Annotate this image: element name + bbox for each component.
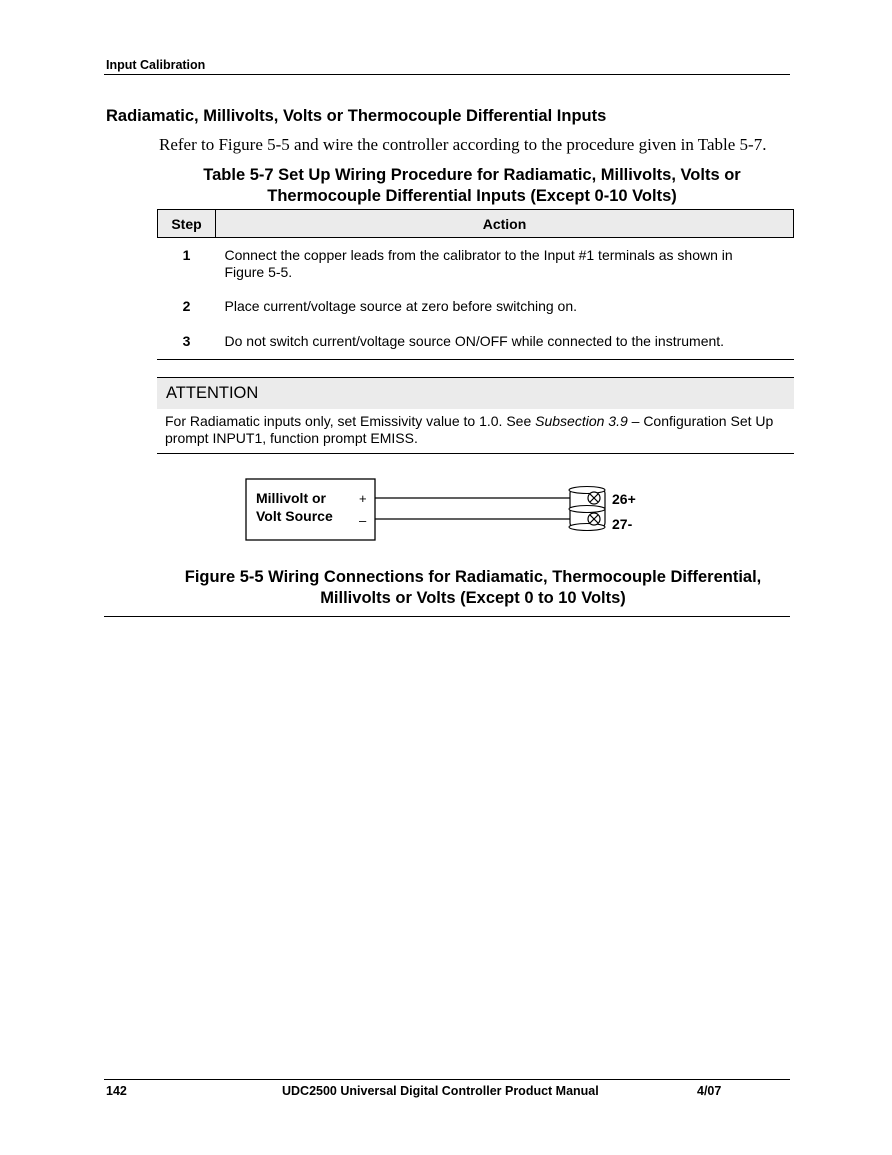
running-header: Input Calibration [106, 58, 206, 72]
source-label-line1: Millivolt or [256, 490, 326, 506]
wiring-diagram [235, 470, 655, 550]
step-number: 2 [182, 298, 191, 314]
table-title-line1: Table 5-7 Set Up Wiring Procedure for Radiamatic, Millivolts, Volts or [203, 166, 741, 184]
table-row [158, 238, 794, 290]
terminal-label-26: 26+ [612, 491, 636, 507]
source-label-line2: Volt Source [256, 508, 333, 524]
table-header-row [158, 210, 794, 238]
table-title-line2: Thermocouple Differential Inputs (Except 0-10 Volts) [267, 187, 677, 205]
step-number: 3 [182, 333, 191, 349]
step-number: 1 [182, 247, 191, 263]
figure-caption-line1: Figure 5-5 Wiring Connections for Radiamatic, Thermocouple Differential, [184, 568, 762, 586]
terminal-block [569, 487, 605, 531]
figure-caption-line2: Millivolts or Volts (Except 0 to 10 Volts) [320, 589, 626, 607]
footer-rule [104, 1079, 790, 1080]
page-number: 142 [106, 1084, 127, 1098]
attention-text-end: – Configuration Set Up prompt INPUT1, function prompt EMISS. [165, 413, 774, 446]
table-row [158, 324, 794, 357]
plus-sign: + [359, 491, 367, 506]
header-rule [104, 74, 790, 75]
column-header-action: Action [216, 210, 794, 238]
attention-text-start: For Radiamatic inputs only, set Emissivity value to 1.0. See [165, 413, 536, 429]
attention-heading: ATTENTION [157, 378, 794, 409]
terminal-label-27: 27- [612, 516, 633, 532]
step-action: Do not switch current/voltage source ON/OFF while connected to the instrument. [224, 333, 725, 349]
table-row [158, 289, 794, 324]
intro-paragraph: Refer to Figure 5-5 and wire the controller according to the procedure given in Table 5-7. [159, 135, 767, 154]
step-action: Place current/voltage source at zero before switching on. [224, 298, 578, 314]
minus-sign: – [359, 513, 367, 528]
table-title [158, 165, 786, 207]
step-action: Connect the copper leads from the calibrator to the Input #1 terminals as shown in Figure 5-5. [224, 247, 733, 280]
attention-text [157, 409, 794, 453]
procedure-table [157, 209, 794, 357]
figure-rule [104, 616, 790, 617]
attention-subsection-ref: Subsection 3.9 [535, 413, 628, 429]
section-heading: Radiamatic, Millivolts, Volts or Thermocouple Differential Inputs [106, 107, 607, 125]
footer-date: 4/07 [697, 1084, 722, 1098]
figure-caption [150, 567, 796, 609]
attention-box [157, 377, 794, 454]
column-header-step: Step [158, 210, 216, 238]
table-bottom-rule [157, 359, 794, 360]
footer-title: UDC2500 Universal Digital Controller Product Manual [282, 1084, 599, 1098]
